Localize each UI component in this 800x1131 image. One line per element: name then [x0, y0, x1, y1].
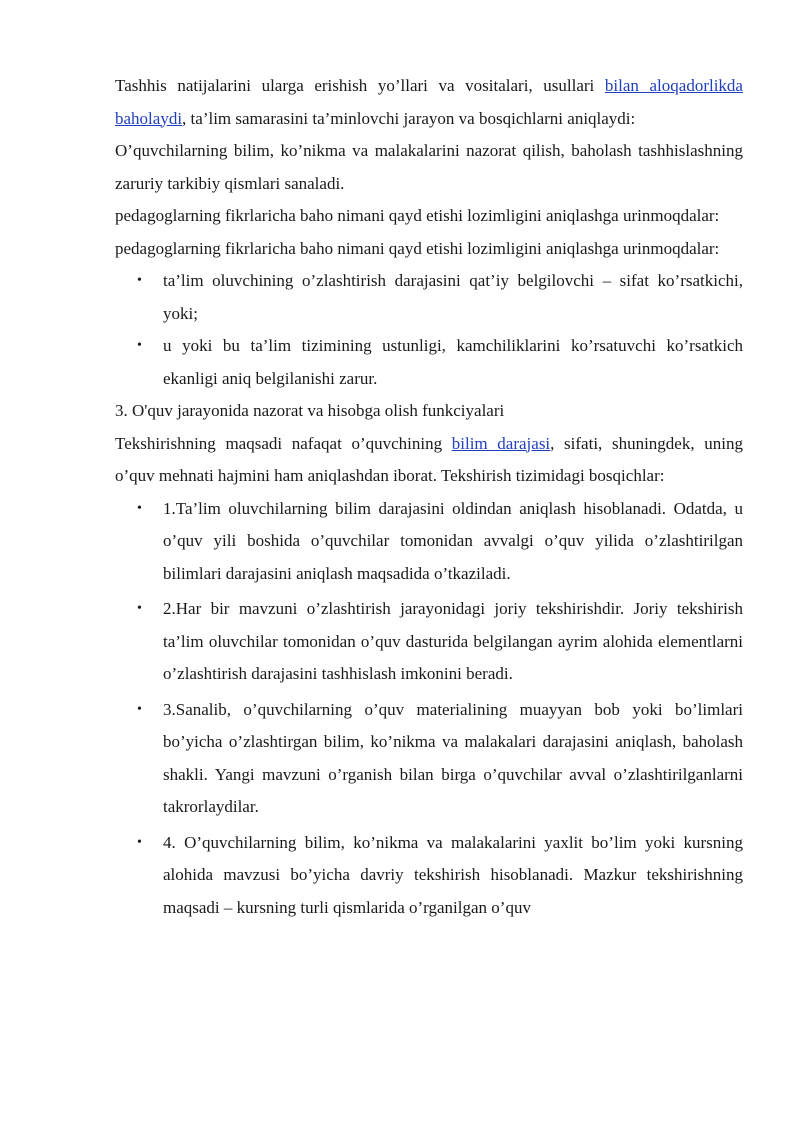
list-item [115, 493, 743, 591]
paragraph-5-text-end: , sifati, shuningdek, uning o’quv mehnati hajmini ham aniqlashdan iborat. Tekshirish tizimidagi bosqichlar: [115, 433, 743, 485]
paragraph-4: pedagoglarning fikrlaricha baho nimani qayd etishi lozimligini aniqlashga urinmoqdalar: [115, 238, 720, 258]
bullet-list-1 [115, 265, 743, 395]
list-item [115, 827, 743, 925]
bullet-icon: • [137, 273, 142, 288]
list-item-text: 4. O’quvchilarning bilim, ko’nikma va malakalarini yaxlit bo’lim yoki kursning alohida mavzusi bo’yicha davriy tekshirish hisoblanadi. Mazkur tekshirishning maqsadi – kursning turli qismlarida o’rganilgan o’quv [163, 832, 743, 917]
list-item [115, 330, 743, 395]
paragraph-3: pedagoglarning fikrlaricha baho nimani qayd etishi lozimligini aniqlashga urinmoqdalar: [115, 206, 720, 225]
link-bilan-aloqadorlikda[interactable]: bilan aloqadorlikda baholaydi [115, 76, 743, 128]
list-item-text: 1.Ta’lim oluvchilarning bilim darajasini oldindan aniqlash hisoblanadi. Odatda, u o’quv yili boshida o’quvchilar tomonidan avvalgi o’quv yilida o’zlashtirilgan bilimlari darajasini aniqlash maqsadida o’tkaziladi. [163, 498, 743, 583]
bullet-icon: • [137, 601, 142, 616]
bullet-icon: • [137, 500, 142, 516]
list-item [115, 593, 743, 691]
paragraph-1-text-end: , ta’lim samarasini ta’minlovchi jarayon va bosqichlarni aniqlaydi: [182, 108, 636, 128]
paragraph-1 [115, 70, 743, 135]
bullet-icon: • [137, 701, 142, 717]
link-bilim-darajasi[interactable]: bilim darajasi [451, 433, 551, 453]
list-item-text: ta’lim oluvchining o’zlashtirish darajasini qat’iy belgilovchi – sifat ko’rsatkichi, yoki; [163, 271, 743, 323]
list-item-text: u yoki bu ta’lim tizimining ustunligi, kamchiliklarini ko’rsatuvchi ko’rsatkich ekanligi aniq belgilanishi zarur. [163, 336, 743, 388]
paragraph-1-text: Tashhis natijalarini ularga erishish yo’llari va vositalari, usullari [115, 76, 605, 95]
paragraph-5-text: Tekshirishning maqsadi nafaqat o’quvchining [115, 433, 452, 453]
bullet-icon: • [137, 834, 142, 850]
section-heading: 3. O'quv jarayonida nazorat va hisobga olish funkciyalari [115, 401, 505, 420]
list-item-text: 3.Sanalib, o’quvchilarning o’quv materialining muayyan bob yoki bo’limlari bo’yicha o’zlashtirgan bilim, ko’nikma va malakalari darajasini aniqlash, baholash shakli. Yangi mavzuni o’rganish bilan birga o’quvchilar avval o’zlashtirilganlarni takrorlaydilar. [163, 699, 743, 816]
paragraph-5 [115, 428, 743, 493]
document-page [115, 70, 743, 927]
bullet-list-2 [115, 493, 743, 925]
bullet-icon: • [137, 338, 142, 353]
paragraph-2: O’quvchilarning bilim, ko’nikma va malakalarini nazorat qilish, baholash tashhislashning zaruriy tarkibiy qismlari sanaladi. [115, 141, 743, 193]
list-item [115, 265, 743, 330]
list-item-text: 2.Har bir mavzuni o’zlashtirish jarayonidagi joriy tekshirishdir. Joriy tekshirish ta’lim oluvchilar tomonidan o’quv dasturida belgilangan ayrim alohida elementlarni o’zlashtirish darajasini tashhislash imkonini beradi. [163, 599, 743, 683]
list-item [115, 694, 743, 824]
